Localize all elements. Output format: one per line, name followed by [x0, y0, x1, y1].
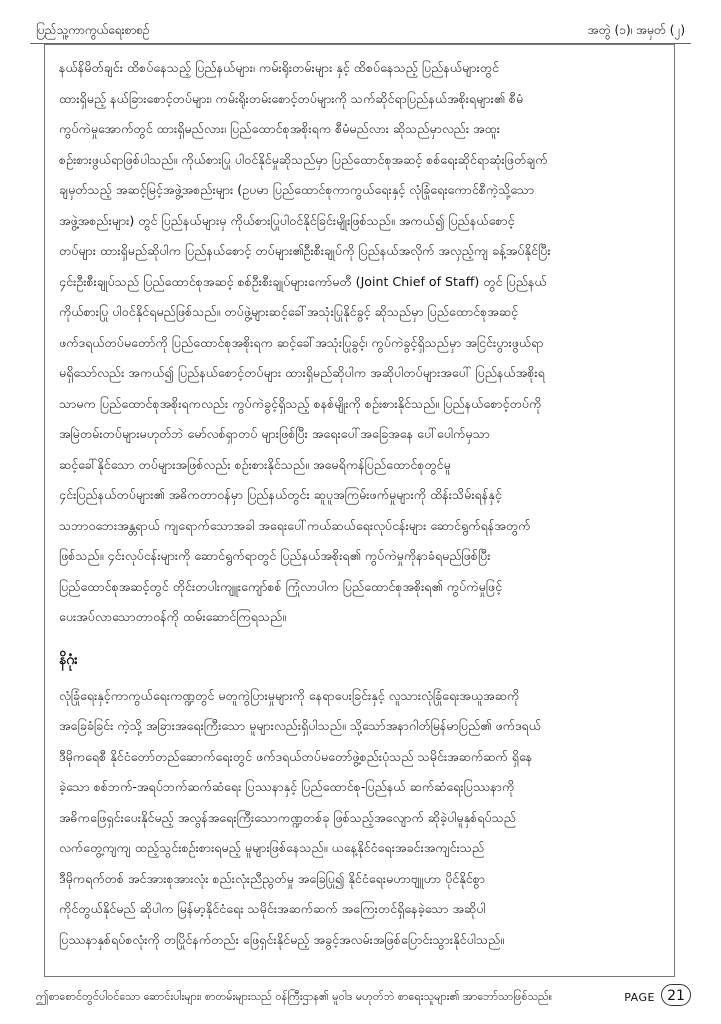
- text-line: အခြေခံခြင်း ကဲ့သို့ အခြားအရေးကြီးသော မူများလည်းရှိပါသည်။ သို့သော်အနာဂါတ်မြန်မာပြည်၏ ဖက်ဒရယ်: [59, 718, 542, 733]
- header-issue-info: အတွဲ (၁)၊ အမှတ် (၂): [588, 23, 685, 37]
- page-number-badge: 21: [661, 984, 691, 1006]
- text-line: အဓိကဖြေရှင်းပေးနိုင်မည့် အလွန်အရေးကြီးသောကဏ္ဍတစ်ခု ဖြစ်သည့်အလျောက် ဆိုခဲ့ပါမူနှစ်ရပ်သည်: [59, 809, 516, 825]
- article-body: [59, 53, 660, 955]
- text-line: တပ်များ ထားရှိမည်ဆိုပါက ပြည်နယ်စောင့် တပ်များ၏ဦးစီးချုပ်ကို ပြည်နယ်အလိုက် အလှည့်ကျ ခန့်အပ်နိုင်ပြီး: [59, 243, 551, 258]
- paragraph-2: [59, 681, 660, 956]
- text-line: ပြည်ထောင်စုအဆင့်တွင် တိုင်းတပါးကျူးကျော်စစ် ကြုံလာပါက ပြည်ထောင်စုအစိုးရ၏ ကွပ်ကဲမှုဖြင့်: [59, 578, 503, 594]
- text-line: အဖွဲ့အစည်းများ) တွင် ပြည်နယ်များမှ ကိုယ်စားပြုပါဝင်နိုင်ခြင်းမျိုးဖြစ်သည်။ အကယ်၍ ပြည်နယ်စောင့်: [59, 212, 515, 228]
- page-label: PAGE: [624, 991, 655, 1004]
- text-line: ပေးအပ်လာသောတာဝန်ကို ထမ်းဆောင်ကြရသည်။: [59, 609, 287, 624]
- text-line: ကိုယ်စားပြု ပါဝင်နိုင်ရမည်ဖြစ်သည်။ တပ်ဖွဲ့များဆင့်ခေါ်အသုံးပြုနိုင်ခွင့် ဆိုသည်မှာ ပြည်ထောင်စုအဆင့်: [59, 304, 519, 319]
- paragraph-1: [59, 53, 660, 633]
- text-line: စဉ်းစားဖွယ်ရာဖြစ်ပါသည်။ ကိုယ်စားပြု ပါဝင်နိုင်မှုဆိုသည်မှာ ပြည်ထောင်စုအဆင့် စစ်ရေးဆိုင်ရာဆုံးဖြတ်ချက်: [59, 151, 548, 167]
- text-line: ၄င်းပြည်နယ်တပ်များ၏ အဓိကတာဝန်မှာ ပြည်နယ်တွင်း ဆူပူအကြမ်းဖက်မှုများကို ထိန်းသိမ်းရန်နှင့်: [59, 487, 502, 502]
- text-line: နယ်နိမိတ်ချင်း ထိစပ်နေသည့် ပြည်နယ်များ၊ ကမ်းရိုးတမ်းများ နှင့် ထိစပ်နေသည့် ပြည်နယ်များတွင်: [59, 60, 499, 75]
- text-line: ဖြစ်သည်။ ၄င်းလုပ်ငန်းများကို ဆောင်ရွက်ရာတွင် ပြည်နယ်အစိုးရ၏ ကွပ်ကဲမှုကိုနာခံရမည်ဖြစ်ပြီး: [59, 548, 491, 563]
- text-line: ကွပ်ကဲမှုအောက်တွင် ထားရှိမည်လား၊ ပြည်ထောင်စုအစိုးရက စီမံမည်လား ဆိုသည်မှာလည်း အထူး: [59, 121, 500, 136]
- text-line: ၄င်းဦးစီးချုပ်သည် ပြည်ထောင်စုအဆင့် စစ်ဦးစီးချုပ်များကော်မတီ (Joint Chief of Staff) တွင် ပြည်နယ်: [59, 273, 547, 289]
- text-line: ဒီမိုကရက်တစ် အင်အားစုအားလုံး စည်းလုံးညီညွတ်မှု အခြေပြု၍ နိုင်ငံရေးမဟာဗျူဟာ ပိုင်နိုင်စွာ: [59, 870, 486, 886]
- footer-disclaimer: ဤစာစောင်တွင်ပါဝင်သော ဆောင်းပါးများ၊ စာတမ်းများသည် ဝန်ကြီးဌာန၏ မူဝါဒ မဟုတ်ဘဲ စာရေးသူများ၏ အာဘော်သာဖြစ်သည်။: [36, 990, 553, 1003]
- text-line: ဆင့်ခေါ်နိုင်သော တပ်များအဖြစ်လည်း စဉ်းစားနိုင်သည်။ အမေရိကန်ပြည်ထောင်စုတွင်မူ: [59, 456, 451, 472]
- section-heading: နိဂုံး: [59, 651, 78, 668]
- page-footer: [36, 986, 691, 1010]
- text-line: သဘာဝဘေးအန္တရာယ် ကျရောက်သောအခါ အရေးပေါ်ကယ်ဆယ်ရေးလုပ်ငန်းများ ဆောင်ရွက်ရန်အတွက်: [59, 517, 531, 533]
- text-line: ဒီမိုကရေစီ နိုင်ငံတော်တည်ဆောက်ရေးတွင် ဖက်ဒရယ်တပ်မတော်ဖွဲ့စည်းပုံသည် သမိုင်းအဆက်ဆက် ရှိနေ: [59, 748, 533, 764]
- text-line: လုံခြုံရေးနှင့်ကာကွယ်ရေးကဏ္ဍတွင် မတူကွဲပြားမှုများကို နေရာပေးခြင်းနှင့် လူသားလုံခြုံရေးအယူအဆကို: [59, 687, 520, 703]
- page-header: [36, 22, 685, 42]
- text-line: လက်တွေ့ကျကျ ထည့်သွင်းစဉ်းစားရမည့် မူများဖြစ်နေသည်။ ယနေ့နိုင်ငံရေးအခင်းအကျင်းသည်: [59, 840, 485, 855]
- text-line: ခဲ့သော စစ်ဘက်-အရပ်ဘက်ဆက်ဆံရေး ပြဿနာနှင့် ပြည်ထောင်စု-ပြည်နယ် ဆက်ဆံရေးပြဿနာကို: [59, 779, 515, 794]
- text-line: ထားရှိမည့် နယ်ခြားစောင့်တပ်များ၊ ကမ်းရိုးတမ်းစောင့်တပ်များကို သက်ဆိုင်ရာပြည်နယ်အစိုးရများ၏ စီမံ: [59, 90, 524, 106]
- text-line: ဖက်ဒရယ်တပ်မတော်ကို ပြည်ထောင်စုအစိုးရက ဆင့်ခေါ်အသုံးပြုခွင့်၊ ကွပ်ကဲခွင့်ရှိသည်မှာ အငြင်းပွားဖွယ်ရာ: [59, 334, 544, 350]
- text-line: ချမှတ်သည့် အဆင့်မြင့်အဖွဲ့အစည်းများ (ဥပမာ ပြည်ထောင်စုကာကွယ်ရေးနှင့် လုံခြုံရေးကောင်စီကဲ့သို့သော: [59, 182, 535, 197]
- text-line: အမြဲတမ်းတပ်များမဟုတ်ဘဲ မော်လစ်ရှာတပ် များဖြစ်ပြီး အရေးပေါ်အခြေအနေ ပေါ်ပေါက်မှသာ: [59, 426, 490, 441]
- text-line: သာမက ပြည်ထောင်စုအစိုးရကလည်း ကွပ်ကဲခွင့်ရှိသည့် စနစ်မျိုးကို စဉ်းစားနိုင်သည်။ ပြည်နယ်စောင့်တပ်ကို: [59, 395, 542, 411]
- content-frame: [44, 44, 675, 977]
- text-line: ကိုင်တွယ်နိုင်မည် ဆိုပါက မြန်မာ့နိုင်ငံရေး သမိုင်းအဆက်ဆက် အကြေးတင်ရှိနေခဲ့သော အဆိုပါ: [59, 901, 486, 916]
- text-line: ပြဿနာနှစ်ရပ်စလုံးကို တပြိုင်နက်တည်း ဖြေရှင်းနိုင်မည့် အခွင့်အလမ်းအဖြစ်ပြောင်းသွားနိုင်ပါသည်။: [59, 931, 505, 947]
- text-line: မရှိသော်လည်း အကယ်၍ ပြည်နယ်စောင့်တပ်များ ထားရှိမည်ဆိုပါက အဆိုပါတပ်များအပေါ် ပြည်နယ်အစိုးရ: [59, 365, 545, 380]
- header-journal-title: ပြည်သူ့ကာကွယ်ရေးစာစဉ်: [36, 23, 150, 37]
